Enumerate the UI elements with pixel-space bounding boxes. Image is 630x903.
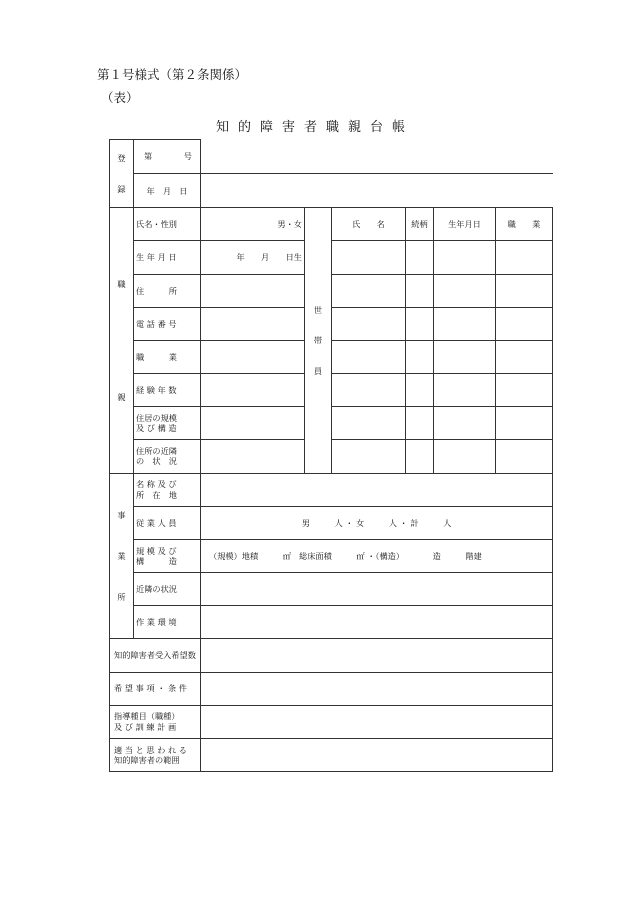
label-occupation: 職 業	[134, 340, 201, 373]
household-cell[interactable]	[332, 274, 406, 307]
household-cell[interactable]	[406, 241, 434, 274]
label-suitable-range: 適 当 と 思 わ れ る 知的障害者の範囲	[110, 738, 201, 771]
phone-field[interactable]	[201, 307, 305, 340]
shokuoya-section-label: 職 親	[110, 208, 134, 473]
business-name-field[interactable]	[201, 473, 553, 506]
housing-field[interactable]	[201, 407, 305, 440]
address-field[interactable]	[201, 274, 305, 307]
household-cell[interactable]	[434, 307, 496, 340]
household-cell[interactable]	[434, 274, 496, 307]
household-cell[interactable]	[496, 440, 553, 473]
label-neighborhood: 住所の近隣 の 状 況	[134, 440, 201, 473]
training-plan-field[interactable]	[201, 705, 553, 738]
label-phone: 電 話 番 号	[134, 307, 201, 340]
name-gender-field[interactable]: 男・女	[201, 208, 305, 241]
household-cell[interactable]	[332, 340, 406, 373]
col-relation: 続柄	[406, 208, 434, 241]
label-business-neighborhood: 近隣の状況	[134, 573, 201, 606]
label-business-name: 名 称 及 び 所 在 地	[134, 473, 201, 506]
household-cell[interactable]	[496, 407, 553, 440]
occupation-field[interactable]	[201, 340, 305, 373]
business-section-label: 事 業 所	[110, 473, 134, 639]
scale-structure-field[interactable]: （規模）地積 ㎡ 総床面積 ㎡ ・（構造） 造 階建	[201, 539, 553, 572]
household-cell[interactable]	[332, 440, 406, 473]
household-cell[interactable]	[406, 340, 434, 373]
birthdate-field[interactable]: 年 月 日生	[201, 241, 305, 274]
col-occupation: 職 業	[496, 208, 553, 241]
suitable-range-field[interactable]	[201, 738, 553, 771]
household-cell[interactable]	[406, 407, 434, 440]
household-cell[interactable]	[406, 307, 434, 340]
registration-date-cell[interactable]: 年 月 日	[134, 174, 201, 208]
label-birthdate: 生 年 月 日	[134, 241, 201, 274]
household-cell[interactable]	[406, 374, 434, 407]
label-name-gender: 氏名・性別	[134, 208, 201, 241]
household-cell[interactable]	[434, 407, 496, 440]
household-cell[interactable]	[496, 307, 553, 340]
household-cell[interactable]	[496, 274, 553, 307]
household-cell[interactable]	[332, 241, 406, 274]
experience-field[interactable]	[201, 374, 305, 407]
label-work-environment: 作 業 環 境	[134, 606, 201, 639]
work-environment-field[interactable]	[201, 606, 553, 639]
household-cell[interactable]	[406, 274, 434, 307]
registration-number-cell[interactable]: 第 号	[134, 140, 201, 174]
col-birthdate: 生年月日	[434, 208, 496, 241]
label-housing: 住居の規模 及 び 構 造	[134, 407, 201, 440]
household-cell[interactable]	[332, 374, 406, 407]
household-cell[interactable]	[496, 374, 553, 407]
acceptance-count-field[interactable]	[201, 639, 553, 672]
col-name: 氏 名	[332, 208, 406, 241]
page-title: 知的障害者職親台帳	[215, 120, 414, 135]
label-address: 住 所	[134, 274, 201, 307]
label-employees: 従 業 人 員	[134, 506, 201, 539]
household-cell[interactable]	[434, 374, 496, 407]
form-number: 第１号様式（第２条関係）	[97, 67, 248, 82]
household-cell[interactable]	[434, 340, 496, 373]
neighborhood-field[interactable]	[201, 440, 305, 473]
business-neighborhood-field[interactable]	[201, 573, 553, 606]
household-cell[interactable]	[434, 241, 496, 274]
label-scale-structure: 規 模 及 び 構 造	[134, 539, 201, 572]
household-cell[interactable]	[332, 407, 406, 440]
household-cell[interactable]	[496, 340, 553, 373]
ledger-form	[109, 139, 553, 772]
label-requests: 希 望 事 項 ・ 条 件	[110, 672, 201, 705]
registration-blank-2	[201, 174, 553, 208]
form-side-label: （表）	[101, 90, 139, 105]
household-cell[interactable]	[332, 307, 406, 340]
label-training-plan: 指導種目（職種） 及 び 訓 練 計 画	[110, 705, 201, 738]
employees-field[interactable]: 男 人 ・ 女 人 ・ 計 人	[201, 506, 553, 539]
requests-field[interactable]	[201, 672, 553, 705]
registration-section-label: 登 録	[110, 140, 134, 208]
household-cell[interactable]	[434, 440, 496, 473]
registration-blank	[201, 140, 553, 174]
household-label: 世 帯 員	[305, 208, 332, 473]
label-acceptance-count: 知的障害者受入希望数	[110, 639, 201, 672]
household-cell[interactable]	[496, 241, 553, 274]
label-experience: 経 験 年 数	[134, 374, 201, 407]
household-cell[interactable]	[406, 440, 434, 473]
